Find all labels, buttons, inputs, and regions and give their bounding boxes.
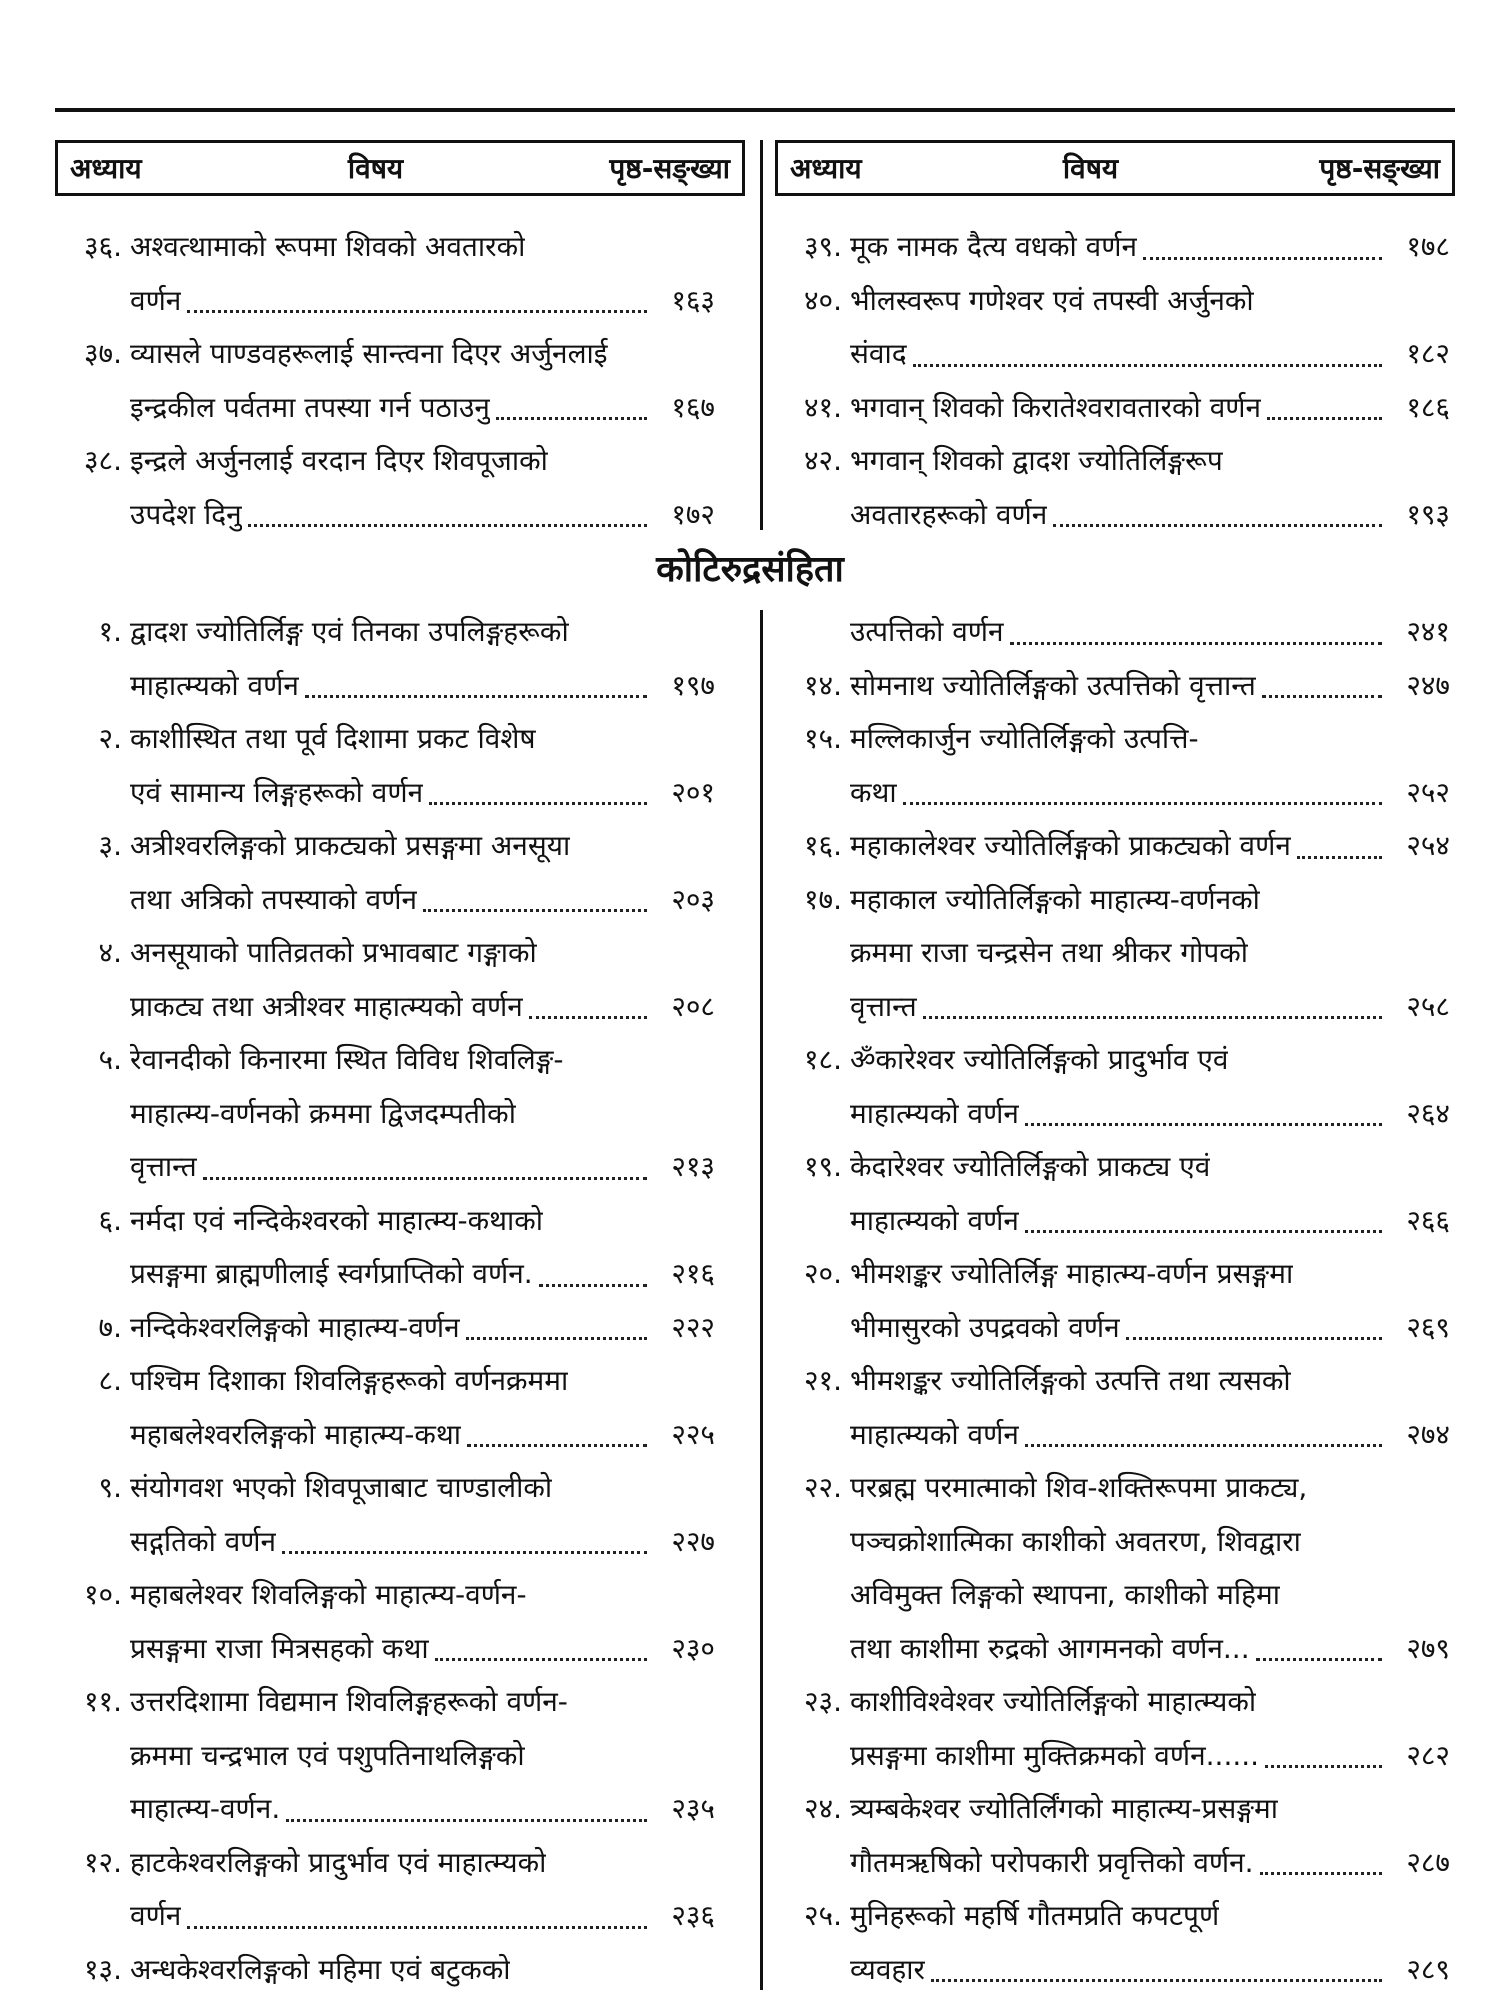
chapter-title: रेवानदीको किनारमा स्थित विविध शिवलिङ्ग-	[130, 1043, 564, 1076]
toc-entry-line	[780, 1301, 1450, 1355]
chapter-title: तथा अत्रिको तपस्याको वर्णन	[130, 882, 418, 916]
page-number: २२७	[671, 1524, 715, 1558]
page-number: १८२	[1406, 337, 1450, 370]
chapter-title: महाकालेश्वर ज्योतिर्लिङ्गको प्राकट्यको वर्णन	[850, 829, 1291, 862]
chapter-number: २४.	[803, 1792, 842, 1825]
chapter-title: भीलस्वरूप गणेश्वर एवं तपस्वी अर्जुनको	[850, 283, 1254, 317]
chapter-title: मुनिहरूको महर्षि गौतमप्रति कपटपूर्ण	[850, 1899, 1220, 1932]
dot-leader	[1260, 1872, 1382, 1875]
toc-entry-line	[60, 1729, 715, 1783]
page-number: २६४	[1406, 1096, 1450, 1130]
chapter-title: माहात्म्यको वर्णन	[130, 668, 299, 702]
chapter-title: अनसूयाको पातिव्रतको प्रभावबाट गङ्गाको	[130, 936, 537, 969]
chapter-number: १९.	[803, 1150, 842, 1183]
page-number: २३०	[671, 1631, 715, 1665]
chapter-title: माहात्म्य-वर्णन.	[130, 1792, 281, 1825]
page-number: २८७	[1406, 1845, 1450, 1879]
chapter-title: एवं सामान्य लिङ्गहरूको वर्णन	[130, 775, 424, 809]
toc-entry-line	[60, 873, 715, 927]
page-number: २५४	[1406, 829, 1450, 862]
header-chapter: अध्याय	[790, 152, 862, 185]
toc-entry-line	[780, 1354, 1450, 1408]
page-number: १९३	[1406, 497, 1450, 531]
chapter-title: नर्मदा एवं नन्दिकेश्वरको माहात्म्य-कथाको	[130, 1203, 544, 1237]
dot-leader	[1053, 524, 1382, 527]
toc-entry-line	[60, 605, 715, 659]
toc-entry-line	[60, 1568, 715, 1622]
toc-entry-line	[780, 434, 1450, 488]
toc-entry-line	[60, 1408, 715, 1462]
page-number: २८२	[1406, 1738, 1450, 1772]
chapter-number: ४०.	[803, 283, 842, 317]
dot-leader	[1025, 1444, 1382, 1447]
chapter-number: २२.	[803, 1471, 842, 1504]
chapter-title: सद्गतिको वर्णन	[130, 1524, 277, 1558]
page-number: २६९	[1406, 1310, 1450, 1344]
toc-entry-line	[780, 1140, 1450, 1194]
section-title: कोटिरुद्रसंहिता	[656, 549, 844, 590]
toc-entry-line	[780, 1515, 1450, 1569]
page-number: २६६	[1406, 1203, 1450, 1237]
chapter-title: इन्द्रकील पर्वतमा तपस्या गर्न पठाउनु	[130, 390, 490, 424]
dot-leader	[913, 364, 1382, 367]
page-number: २०३	[671, 882, 715, 916]
toc-entry-line	[60, 712, 715, 766]
toc-entry-line	[780, 1729, 1450, 1783]
chapter-number: ४१.	[803, 390, 842, 424]
chapter-title: गौतमऋषिको परोपकारी प्रवृत्तिको वर्णन.	[850, 1845, 1254, 1879]
toc-entry-line	[60, 1515, 715, 1569]
page-number: २१३	[671, 1150, 715, 1183]
header-page: पृष्ठ-सङ्ख्या	[1319, 152, 1440, 185]
chapter-title: व्यासले पाण्डवहरूलाई सान्त्वना दिएर अर्जुनलाई	[130, 337, 608, 370]
chapter-title: वर्णन	[130, 1899, 182, 1932]
chapter-title: संवाद	[850, 337, 907, 370]
toc-entry-line	[780, 766, 1450, 820]
column-divider-top	[760, 140, 763, 530]
page-number: २१६	[671, 1257, 715, 1290]
toc-entry-line	[60, 220, 715, 274]
chapter-number: १.	[98, 615, 122, 648]
chapter-title: कथा	[850, 775, 897, 809]
toc-entry-line	[60, 766, 715, 820]
dot-leader	[539, 1284, 647, 1287]
chapter-number: १७.	[803, 882, 842, 916]
chapter-title: हाटकेश्वरलिङ्गको प्रादुर्भाव एवं माहात्म्यको	[130, 1845, 547, 1879]
chapter-title: इन्द्रले अर्जुनलाई वरदान दिएर शिवपूजाको	[130, 444, 548, 477]
toc-entry-line	[780, 1568, 1450, 1622]
toc-entry-line	[60, 819, 715, 873]
toc-entry-line	[780, 1836, 1450, 1890]
page-number: २४७	[1406, 668, 1450, 702]
toc-entry-line	[780, 1675, 1450, 1729]
page-number: १९७	[671, 668, 715, 702]
page-number: २०८	[671, 989, 715, 1023]
chapter-title: क्रममा राजा चन्द्रसेन तथा श्रीकर गोपको	[850, 936, 1249, 969]
chapter-title: माहात्म्य-वर्णनको क्रममा द्विजदम्पतीको	[130, 1096, 516, 1130]
toc-entry-line	[780, 1247, 1450, 1301]
toc-entry-line	[780, 381, 1450, 435]
toc-entry-line	[780, 1622, 1450, 1676]
chapter-number: ६.	[98, 1203, 122, 1237]
dot-leader	[1262, 695, 1382, 698]
chapter-title: माहात्म्यको वर्णन	[850, 1096, 1019, 1130]
chapter-number: ३७.	[83, 337, 122, 370]
header-chapter: अध्याय	[70, 152, 142, 185]
toc-entry-line	[60, 1889, 715, 1943]
toc-entry-line	[60, 1461, 715, 1515]
chapter-title: महाकाल ज्योतिर्लिङ्गको माहात्म्य-वर्णनको	[850, 882, 1260, 916]
chapter-title: तथा काशीमा रुद्रको आगमनको वर्णन...	[850, 1631, 1250, 1665]
chapter-title: काशीस्थित तथा पूर्व दिशामा प्रकट विशेष	[130, 722, 536, 755]
toc-entry-line	[60, 1140, 715, 1194]
toc-left	[60, 605, 715, 1996]
chapter-title: प्रसङ्गमा ब्राह्मणीलाई स्वर्गप्राप्तिको वर्णन.	[130, 1257, 533, 1290]
chapter-number: २३.	[803, 1685, 842, 1718]
chapter-title: उत्पत्तिको वर्णन	[850, 615, 1004, 648]
toc-entry-line	[60, 1675, 715, 1729]
dot-leader	[931, 1979, 1382, 1982]
dot-leader	[1297, 856, 1382, 859]
chapter-title: प्रसङ्गमा काशीमा मुक्तिक्रमको वर्णन......	[850, 1738, 1260, 1772]
page-number: २२२	[671, 1310, 715, 1344]
header-right	[775, 140, 1455, 196]
toc-entry-line	[60, 274, 715, 328]
chapter-title: द्वादश ज्योतिर्लिङ्ग एवं तिनका उपलिङ्गहरूको	[130, 615, 569, 648]
chapter-title: मूक नामक दैत्य वधको वर्णन	[850, 230, 1138, 263]
chapter-number: ३.	[98, 829, 122, 862]
chapter-number: ४२.	[803, 444, 842, 477]
dot-leader	[187, 1926, 647, 1929]
chapter-title: सोमनाथ ज्योतिर्लिङ्गको उत्पत्तिको वृत्तान्त	[850, 668, 1256, 702]
chapter-number: २.	[98, 722, 122, 755]
toc-entry-line	[60, 434, 715, 488]
toc-entry-line	[60, 1247, 715, 1301]
chapter-title: पश्चिम दिशाका शिवलिङ्गहरूको वर्णनक्रममा	[130, 1364, 569, 1397]
toc-top-left	[60, 220, 715, 541]
dot-leader	[1265, 1765, 1382, 1768]
page-number: १७२	[671, 497, 715, 531]
header-subject: विषय	[347, 152, 404, 185]
toc-entry-line	[780, 659, 1450, 713]
toc-entry-line	[60, 488, 715, 542]
toc-entry-line	[60, 1033, 715, 1087]
toc-entry-line	[60, 1836, 715, 1890]
toc-entry-line	[60, 980, 715, 1034]
toc-entry-line	[60, 1943, 715, 1997]
toc-entry-line	[780, 980, 1450, 1034]
toc-entry-line	[60, 1354, 715, 1408]
toc-entry-line	[780, 220, 1450, 274]
chapter-number: १४.	[803, 668, 842, 702]
chapter-number: २५.	[803, 1899, 842, 1932]
toc-entry-line	[780, 1782, 1450, 1836]
chapter-title: उपदेश दिनु	[130, 497, 242, 531]
toc-entry-line	[60, 1087, 715, 1141]
chapter-number: ३९.	[803, 230, 842, 263]
toc-entry-line	[780, 488, 1450, 542]
chapter-title: भीमशङ्कर ज्योतिर्लिङ्गको उत्पत्ति तथा त्यसको	[850, 1364, 1291, 1397]
chapter-title: महाबलेश्वर शिवलिङ्गको माहात्म्य-वर्णन-	[130, 1578, 527, 1611]
chapter-title: नन्दिकेश्वरलिङ्गको माहात्म्य-वर्णन	[130, 1310, 460, 1344]
chapter-title: मल्लिकार्जुन ज्योतिर्लिङ्गको उत्पत्ति-	[850, 722, 1199, 755]
chapter-number: ३८.	[83, 444, 122, 477]
toc-entry-line	[60, 1622, 715, 1676]
toc-entry-line	[780, 712, 1450, 766]
toc-entry-line	[60, 1194, 715, 1248]
chapter-title: अविमुक्त लिङ्गको स्थापना, काशीको महिमा	[850, 1578, 1280, 1611]
toc-entry-line	[60, 659, 715, 713]
dot-leader	[1256, 1658, 1382, 1661]
chapter-number: १५.	[803, 722, 842, 755]
chapter-title: ॐकारेश्वर ज्योतिर्लिङ्गको प्रादुर्भाव एवं	[850, 1043, 1229, 1076]
chapter-title: व्यवहार	[850, 1952, 925, 1986]
toc-entry-line	[60, 327, 715, 381]
chapter-number: २१.	[803, 1364, 842, 1397]
toc-top-right	[780, 220, 1450, 541]
chapter-title: उत्तरदिशामा विद्यमान शिवलिङ्गहरूको वर्णन-	[130, 1685, 568, 1718]
dot-leader	[429, 802, 647, 805]
chapter-title: महाबलेश्वरलिङ्गको माहात्म्य-कथा	[130, 1417, 462, 1451]
header-left	[55, 140, 745, 196]
dot-leader	[903, 802, 1382, 805]
chapter-title: क्रममा चन्द्रभाल एवं पशुपतिनाथलिङ्गको	[130, 1738, 525, 1772]
top-rule	[55, 108, 1455, 112]
toc-entry-line	[780, 1889, 1450, 1943]
page-number: २५८	[1406, 989, 1450, 1023]
header-subject: विषय	[1062, 152, 1119, 185]
dot-leader	[467, 1444, 647, 1447]
dot-leader	[1025, 1230, 1382, 1233]
toc-entry-line	[780, 1087, 1450, 1141]
chapter-title: वृत्तान्त	[850, 989, 917, 1023]
chapter-title: प्राकट्य तथा अत्रीश्वर माहात्म्यको वर्णन	[130, 989, 523, 1023]
dot-leader	[203, 1177, 647, 1180]
toc-entry-line	[60, 926, 715, 980]
toc-entry-line	[780, 1194, 1450, 1248]
toc-entry-line	[780, 819, 1450, 873]
chapter-title: पञ्चक्रोशात्मिका काशीको अवतरण, शिवद्वारा	[850, 1524, 1301, 1558]
chapter-title: परब्रह्म परमात्माको शिव-शक्तिरूपमा प्राकट्य,	[850, 1471, 1308, 1504]
dot-leader	[529, 1016, 647, 1019]
chapter-title: वृत्तान्त	[130, 1150, 197, 1183]
chapter-number: ९.	[98, 1471, 122, 1504]
chapter-number: १३.	[83, 1952, 122, 1986]
chapter-title: माहात्म्यको वर्णन	[850, 1203, 1019, 1237]
toc-entry-line	[60, 1782, 715, 1836]
chapter-number: ५.	[98, 1043, 122, 1076]
toc-entry-line	[60, 381, 715, 435]
chapter-title: भीमासुरको उपद्रवको वर्णन	[850, 1310, 1120, 1344]
toc-entry-line	[780, 274, 1450, 328]
chapter-title: अश्वत्थामाको रूपमा शिवको अवतारको	[130, 230, 526, 263]
chapter-title: भगवान् शिवको किरातेश्वरावतारको वर्णन	[850, 390, 1262, 424]
chapter-title: भीमशङ्कर ज्योतिर्लिङ्ग माहात्म्य-वर्णन प्रसङ्गमा	[850, 1257, 1294, 1290]
chapter-title: अन्धकेश्वरलिङ्गको महिमा एवं बटुकको	[130, 1952, 511, 1986]
dot-leader	[1267, 417, 1382, 420]
page-number: २७४	[1406, 1417, 1450, 1451]
toc-entry-line	[780, 605, 1450, 659]
chapter-title: संयोगवश भएको शिवपूजाबाट चाण्डालीको	[130, 1471, 553, 1504]
chapter-title: वर्णन	[130, 283, 182, 317]
chapter-number: ४.	[98, 936, 122, 969]
dot-leader	[496, 417, 647, 420]
dot-leader	[286, 1819, 647, 1822]
page-number: २२५	[671, 1417, 715, 1451]
dot-leader	[923, 1016, 1382, 1019]
page-number: २०१	[671, 775, 715, 809]
dot-leader	[1010, 642, 1382, 645]
dot-leader	[1143, 257, 1382, 260]
dot-leader	[423, 909, 647, 912]
header-page: पृष्ठ-सङ्ख्या	[609, 152, 730, 185]
dot-leader	[305, 695, 647, 698]
chapter-number: २०.	[803, 1257, 842, 1290]
page-number: १७८	[1406, 230, 1450, 263]
toc-entry-line	[780, 1408, 1450, 1462]
toc-entry-line	[780, 873, 1450, 927]
page-number: २३६	[671, 1899, 715, 1932]
toc-right	[780, 605, 1450, 1996]
page-number: २८९	[1406, 1952, 1450, 1986]
page-number: २३५	[671, 1792, 715, 1825]
chapter-number: ८.	[98, 1364, 122, 1397]
chapter-title: प्रसङ्गमा राजा मित्रसहको कथा	[130, 1631, 429, 1665]
chapter-title: अवतारहरूको वर्णन	[850, 497, 1048, 531]
chapter-title: काशीविश्वेश्वर ज्योतिर्लिङ्गको माहात्म्यको	[850, 1685, 1257, 1718]
dot-leader	[1126, 1337, 1382, 1340]
chapter-title: केदारेश्वर ज्योतिर्लिङ्गको प्राकट्य एवं	[850, 1150, 1211, 1183]
chapter-number: ३६.	[83, 230, 122, 263]
toc-entry-line	[780, 1943, 1450, 1997]
chapter-number: १८.	[803, 1043, 842, 1076]
page-number: २७९	[1406, 1631, 1450, 1665]
chapter-title: त्र्यम्बकेश्वर ज्योतिर्लिंगको माहात्म्य-प्रसङ्गमा	[850, 1792, 1279, 1825]
toc-entry-line	[780, 926, 1450, 980]
chapter-title: भगवान् शिवको द्वादश ज्योतिर्लिङ्गरूप	[850, 444, 1223, 477]
chapter-number: ७.	[98, 1310, 122, 1344]
chapter-number: १६.	[803, 829, 842, 862]
toc-entry-line	[780, 1033, 1450, 1087]
page-number: १६३	[671, 283, 715, 317]
page-number: २५२	[1406, 775, 1450, 809]
column-divider-bottom	[760, 610, 763, 1990]
chapter-number: ११.	[83, 1685, 122, 1718]
dot-leader	[1025, 1123, 1382, 1126]
page-number: २४१	[1406, 615, 1450, 648]
toc-entry-line	[780, 327, 1450, 381]
dot-leader	[248, 524, 647, 527]
chapter-title: माहात्म्यको वर्णन	[850, 1417, 1019, 1451]
chapter-number: १२.	[83, 1845, 122, 1879]
dot-leader	[187, 310, 647, 313]
dot-leader	[466, 1337, 647, 1340]
page-number: १६७	[671, 390, 715, 424]
toc-entry-line	[60, 1301, 715, 1355]
toc-entry-line	[780, 1461, 1450, 1515]
page-number: १८६	[1406, 390, 1450, 424]
dot-leader	[282, 1551, 647, 1554]
dot-leader	[435, 1658, 647, 1661]
chapter-number: १०.	[83, 1578, 122, 1611]
chapter-title: अत्रीश्वरलिङ्गको प्राकट्यको प्रसङ्गमा अनसूया	[130, 829, 571, 862]
